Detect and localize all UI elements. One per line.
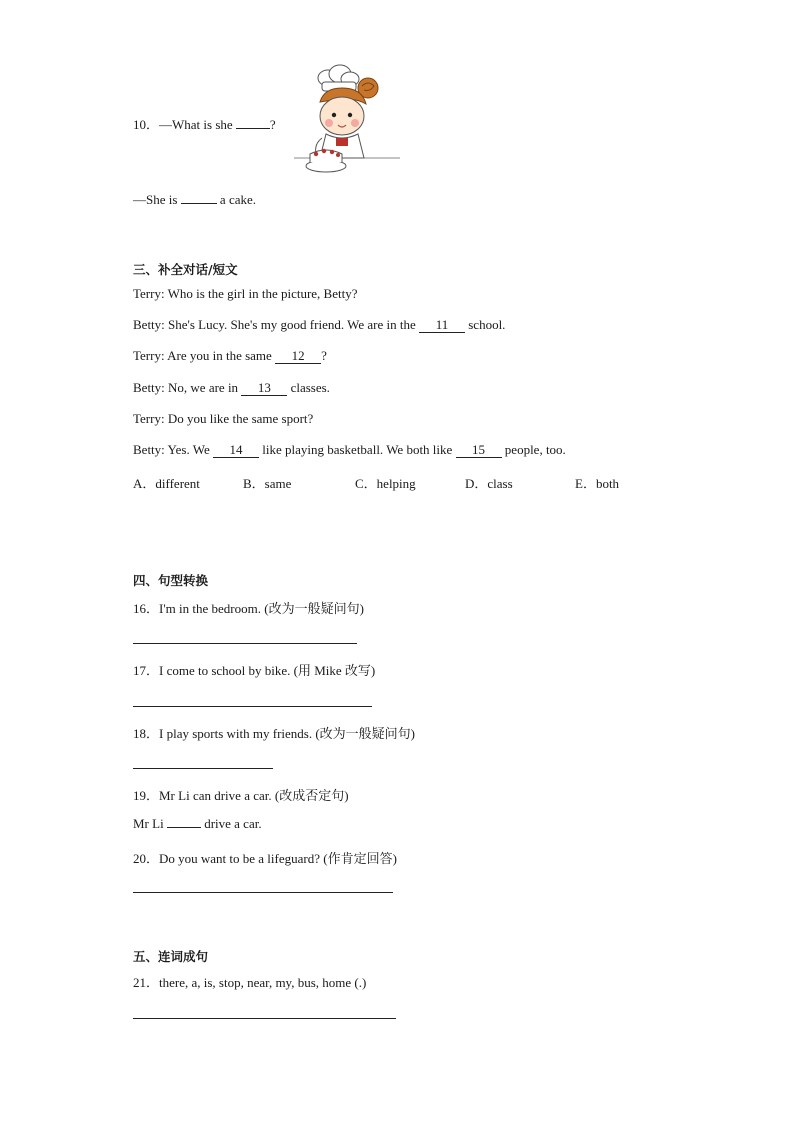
question-10-text: 10．—What is she	[133, 117, 236, 132]
question-10: 10．—What is she ?	[133, 117, 276, 132]
dialogue-line-3: Terry: Are you in the same 12 ?	[133, 348, 327, 363]
dialogue-line-6: Betty: Yes. We 14 like playing basketball. We both like 15 people, too.	[133, 442, 566, 457]
option-c[interactable]: C．helping	[355, 476, 416, 491]
question-18: 18．I play sports with my friends. (改为一般疑问句)	[133, 726, 416, 741]
answer-10: —She is a cake.	[133, 192, 257, 207]
answer-line-17[interactable]	[133, 706, 372, 707]
option-d[interactable]: D．class	[465, 476, 513, 491]
question-10-blank[interactable]	[236, 128, 270, 129]
question-20: 20．Do you want to be a lifeguard? (作肯定回答)	[133, 851, 397, 866]
option-b[interactable]: B．same	[243, 476, 292, 491]
dialogue-line-5: Terry: Do you like the same sport?	[133, 411, 314, 426]
answer-19: Mr Li drive a car.	[133, 816, 262, 831]
question-17: 17．I come to school by bike. (用 Mike 改写)	[133, 663, 376, 678]
blank-13[interactable]: 13	[241, 381, 287, 396]
option-a[interactable]: A．different	[133, 476, 200, 491]
section-4-heading: 四、句型转换	[133, 573, 209, 588]
blank-12[interactable]: 12	[275, 349, 321, 364]
chef-girl-illustration	[292, 62, 404, 182]
answer-19-blank[interactable]	[167, 827, 201, 828]
question-21: 21．there, a, is, stop, near, my, bus, home (.)	[133, 975, 367, 990]
blank-15[interactable]: 15	[456, 443, 502, 458]
blank-11[interactable]: 11	[419, 318, 465, 333]
question-16: 16．I'm in the bedroom. (改为一般疑问句)	[133, 601, 364, 616]
answer-line-18[interactable]	[133, 768, 273, 769]
answer-line-20[interactable]	[133, 892, 393, 893]
question-19: 19．Mr Li can drive a car. (改成否定句)	[133, 788, 349, 803]
answer-10-blank[interactable]	[181, 203, 217, 204]
dialogue-line-2: Betty: She's Lucy. She's my good friend. We are in the 11 school.	[133, 317, 506, 332]
dialogue-line-1: Terry: Who is the girl in the picture, Betty?	[133, 286, 358, 301]
options-row	[133, 473, 619, 492]
blank-14[interactable]: 14	[213, 443, 259, 458]
section-5-heading: 五、连词成句	[133, 949, 209, 964]
section-3-heading: 三、补全对话/短文	[133, 262, 238, 277]
option-e[interactable]: E．both	[575, 476, 620, 491]
answer-line-21[interactable]	[133, 1018, 396, 1019]
dialogue-line-4: Betty: No, we are in 13 classes.	[133, 380, 330, 395]
answer-line-16[interactable]	[133, 643, 357, 644]
